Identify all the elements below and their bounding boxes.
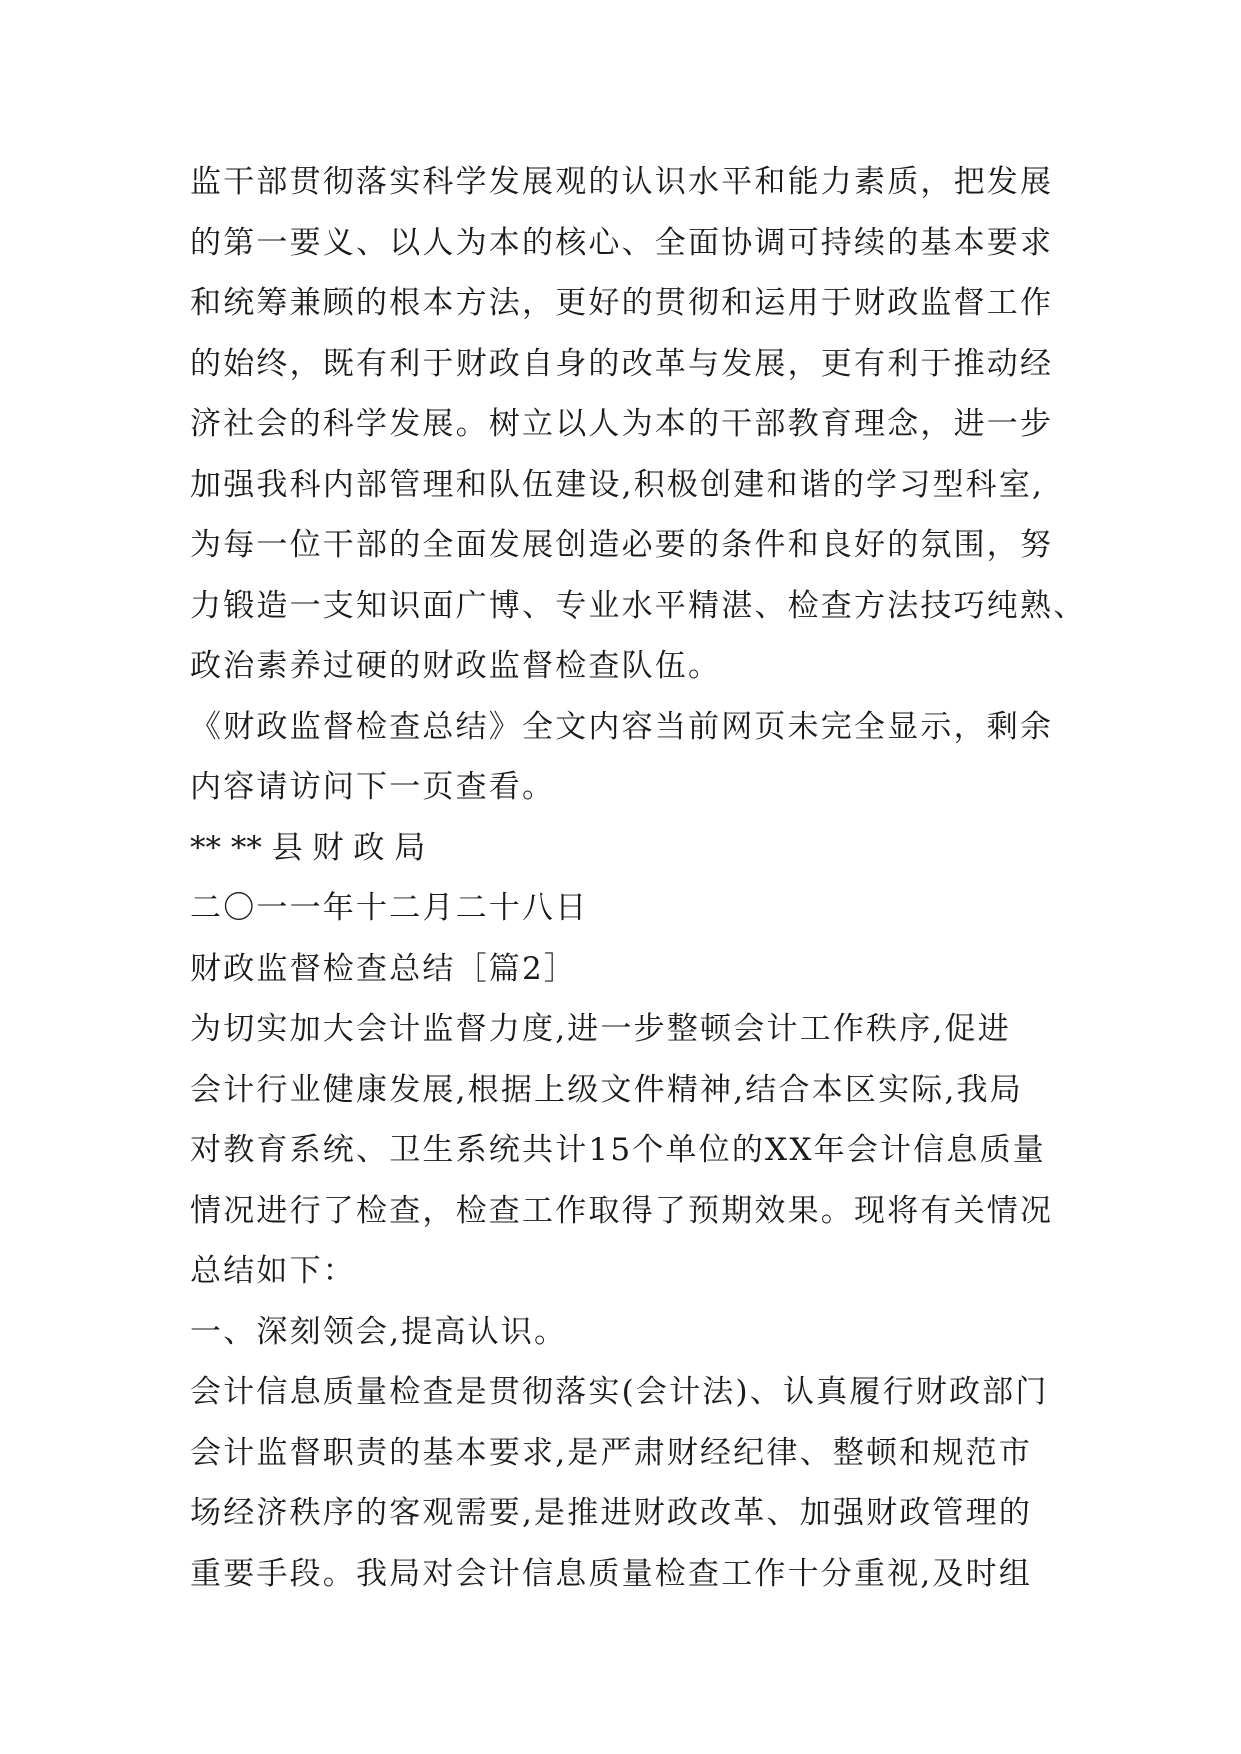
body-line: 为每一位干部的全面发展创造必要的条件和良好的氛围，努 xyxy=(190,527,1054,563)
subheading: 一、深刻领会,提高认识。 xyxy=(190,1313,568,1350)
body-line: 会计行业健康发展,根据上级文件精神,结合本区实际,我局 xyxy=(190,1071,1023,1108)
body-line: 监干部贯彻落实科学发展观的认识水平和能力素质，把发展 xyxy=(190,164,1054,200)
body-line: 会计信息质量检查是贯彻落实(会计法)、认真履行财政部门 xyxy=(190,1374,1049,1410)
body-line: 情况进行了检查，检查工作取得了预期效果。现将有关情况 xyxy=(190,1192,1054,1229)
body-line: 总结如下： xyxy=(190,1253,356,1289)
body-line: 的始终，既有利于财政自身的改革与发展，更有利于推动经 xyxy=(190,345,1054,382)
issuing-organization: ** ** 县 财 政 局 xyxy=(190,829,426,866)
continuation-notice-line: 内容请访问下一页查看。 xyxy=(190,769,556,805)
body-line: 重要手段。我局对会计信息质量检查工作十分重视,及时组 xyxy=(190,1555,1033,1592)
body-line: 和统筹兼顾的根本方法，更好的贯彻和运用于财政监督工作 xyxy=(190,285,1054,321)
body-line: 场经济秩序的客观需要,是推进财政改革、加强财政管理的 xyxy=(190,1495,1033,1531)
body-line: 对教育系统、卫生系统共计15个单位的XX年会计信息质量 xyxy=(190,1132,1046,1168)
issue-date: 二〇一一年十二月二十八日 xyxy=(190,890,589,926)
body-line: 政治素养过硬的财政监督检查队伍。 xyxy=(190,648,722,684)
body-line: 力锻造一支知识面广博、专业水平精湛、检查方法技巧纯熟、 xyxy=(190,587,1087,624)
body-line: 济社会的科学发展。树立以人为本的干部教育理念，进一步 xyxy=(190,406,1054,442)
section-title: 财政监督检查总结［篇2］ xyxy=(190,950,578,987)
body-line: 加强我科内部管理和队伍建设,积极创建和谐的学习型科室, xyxy=(190,466,1045,503)
body-line: 会计监督职责的基本要求,是严肃财经纪律、整顿和规范市 xyxy=(190,1434,1033,1471)
body-line: 为切实加大会计监督力度,进一步整顿会计工作秩序,促进 xyxy=(190,1011,1011,1047)
continuation-notice-line: 《财政监督检查总结》全文内容当前网页未完全显示，剩余 xyxy=(190,708,1054,745)
body-line: 的第一要义、以人为本的核心、全面协调可持续的基本要求 xyxy=(190,224,1054,261)
document-body xyxy=(190,152,1087,1604)
